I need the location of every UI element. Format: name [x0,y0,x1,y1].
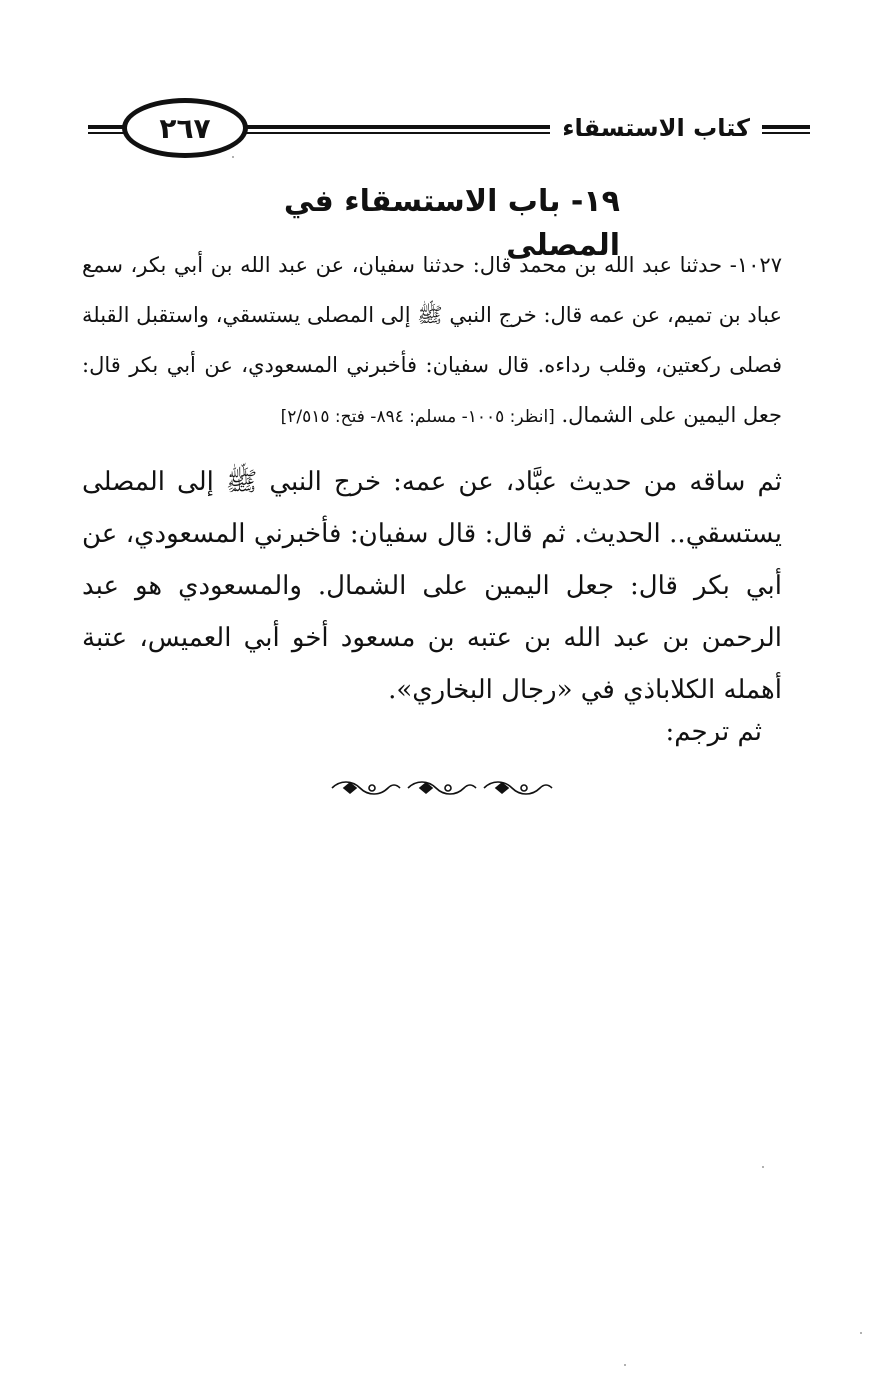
hadith-reference: [انظر: ١٠٠٥- مسلم: ٨٩٤- فتح: ٢/٥١٥] [280,407,555,427]
commentary-paragraph: ثم ساقه من حديث عبَّاد، عن عمه: خرج النبي ﷺ إلى المصلى يستسقي.. الحديث. ثم قال: قال سفيان: فأخبرني المسعودي، عن أبي بكر قال: جعل اليمين على الشمال. والمسعودي هو عبد الرحمن بن عبد الله بن عتبه بن مسعود أخو أبي العميس، عتبة أهمله الكلاباذي في «رجال البخاري». [82,467,782,705]
book-title: كتاب الاستسقاء [550,110,762,146]
page-number: ٢٦٧ [159,111,211,145]
commentary-next-line: ثم ترجم: [665,717,762,747]
page-number-oval [122,98,248,158]
running-header [88,98,810,162]
scan-speck [860,1332,862,1334]
scan-speck [624,1364,626,1366]
ornament-divider-icon [326,776,558,800]
hadith-block [82,240,782,442]
scan-speck [232,156,234,158]
scan-speck [762,1166,764,1168]
hadith-text: ١٠٢٧- حدثنا عبد الله بن محمد قال: حدثنا سفيان، عن عبد الله بن أبي بكر، سمع عباد بن تميم، عن عمه قال: خرج النبي ﷺ إلى المصلى يستسقي، واستقبل القبلة فصلى ركعتين، وقلب رداءه. قال سفيان: فأخبرني المسعودي، عن أبي بكر قال: جعل اليمين على الشمال. [82,253,782,427]
chapter-title: ١٩- باب الاستسقاء في المصلى [283,184,620,263]
